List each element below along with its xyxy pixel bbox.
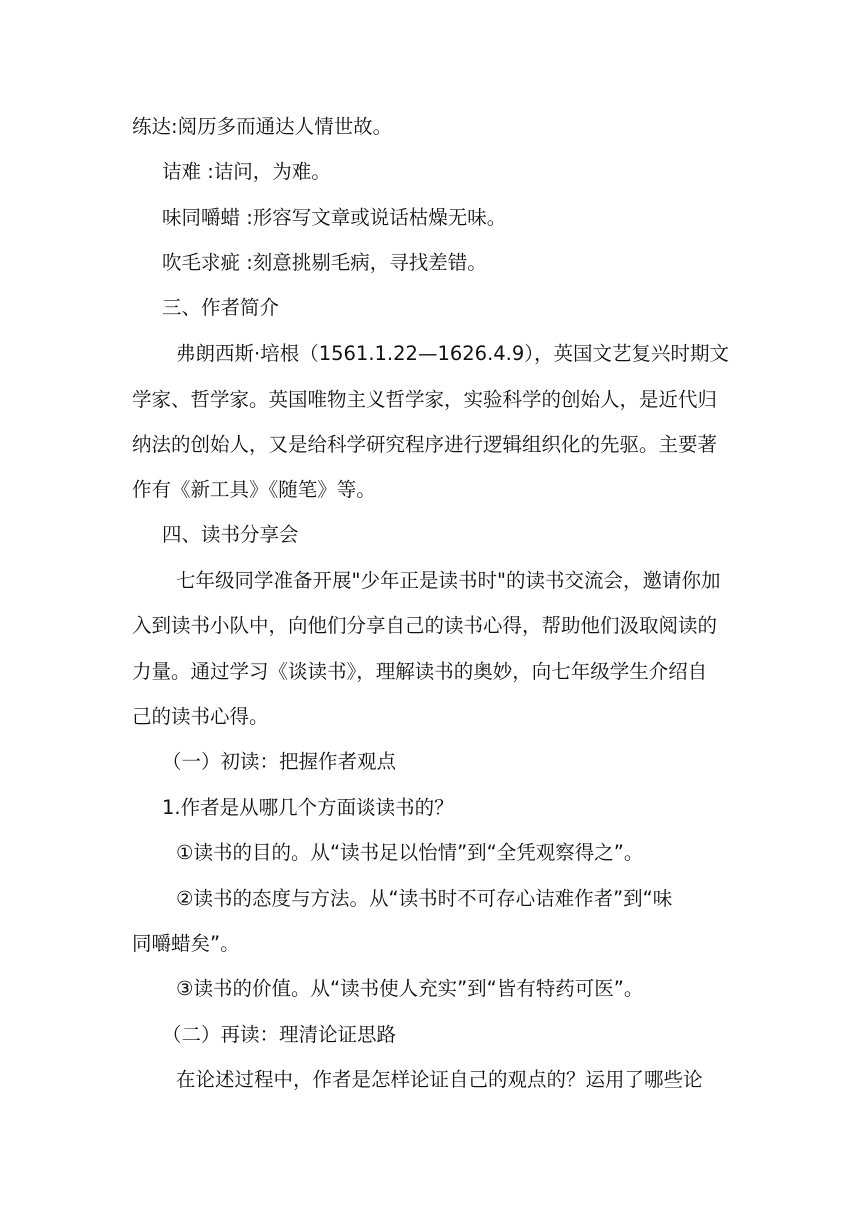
section-heading: 三、作者简介 xyxy=(162,296,280,319)
question-line: 1.作者是从哪几个方面谈读书的？ xyxy=(162,796,454,819)
subsection-heading: （二）再读：理清论证思路 xyxy=(162,1023,397,1046)
text-line: 弗朗西斯·培根（1561.1.22—1626.4.9），英国文艺复兴时期文 xyxy=(176,342,730,365)
text-line: 己的读书心得。 xyxy=(132,705,269,728)
text-line: 同嚼蜡矣”。 xyxy=(132,932,240,955)
section-heading: 四、读书分享会 xyxy=(162,523,299,546)
text-line: 练达:阅历多而通达人情世故。 xyxy=(132,115,393,138)
text-line: 力量。通过学习《谈读书》，理解读书的奥妙，向七年级学生介绍自 xyxy=(132,660,708,683)
text-line: 入到读书小队中，向他们分享自己的读书心得，帮助他们汲取阅读的 xyxy=(132,614,718,637)
answer-line: ③读书的价值。从“读书使人充实”到“皆有特药可医”。 xyxy=(176,977,644,1000)
text-line: 学家、哲学家。英国唯物主义哲学家，实验科学的创始人，是近代归 xyxy=(132,388,718,411)
answer-line: ②读书的态度与方法。从“读书时不可存心诘难作者”到“味 xyxy=(176,887,673,910)
text-line: 纳法的创始人，又是给科学研究程序进行逻辑组织化的先驱。主要著 xyxy=(132,433,718,456)
text-line: 七年级同学准备开展"少年正是读书时"的读书交流会，邀请你加 xyxy=(176,569,721,592)
text-line: 吹毛求疵 :刻意挑剔毛病，寻找差错。 xyxy=(162,251,487,274)
subsection-heading: （一）初读：把握作者观点 xyxy=(162,750,397,773)
text-line: 在论述过程中，作者是怎样论证自己的观点的？运用了哪些论 xyxy=(176,1068,703,1091)
text-line: 诘难 :诘问，为难。 xyxy=(162,160,331,183)
text-line: 作有《新工具》《随笔》等。 xyxy=(132,478,376,501)
answer-line: ①读书的目的。从“读书足以怡情”到“全凭观察得之”。 xyxy=(176,841,644,864)
text-line: 味同嚼蜡 :形容写文章或说话枯燥无味。 xyxy=(162,206,507,229)
